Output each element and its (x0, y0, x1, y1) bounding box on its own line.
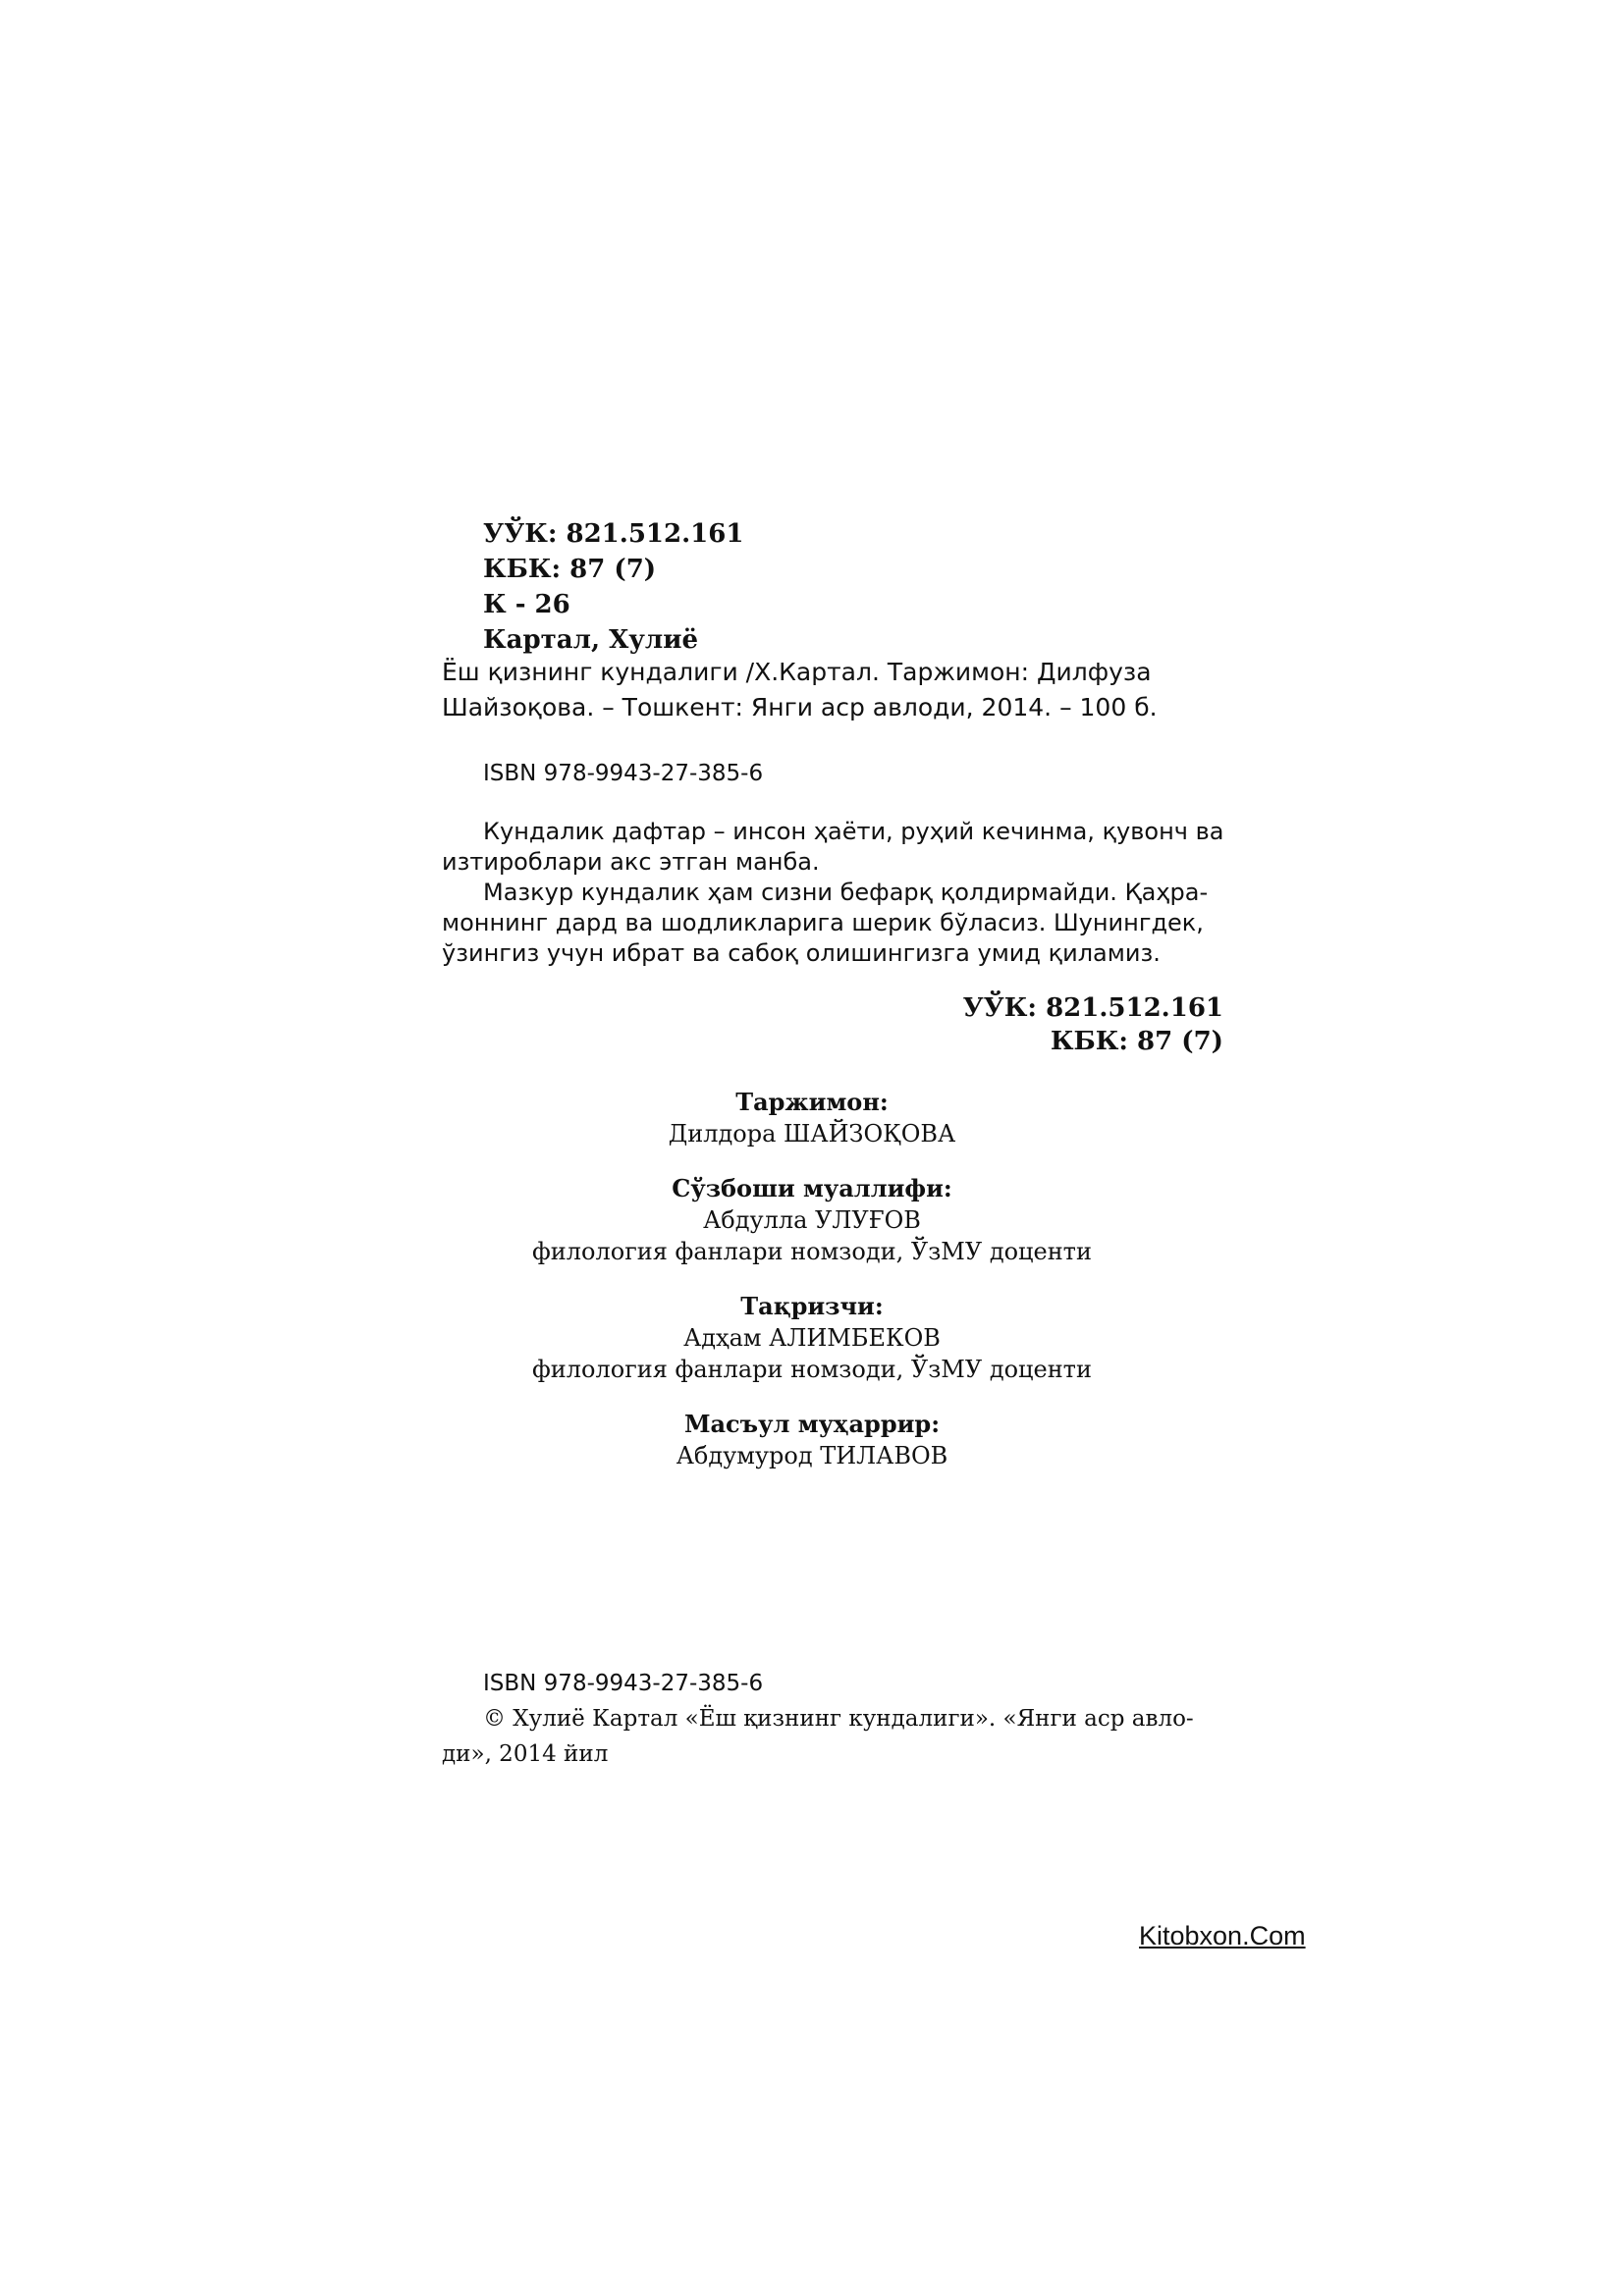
credit-translator (442, 1087, 1182, 1149)
author-code: К - 26 (483, 590, 570, 619)
annotation (442, 817, 1224, 969)
credit-line: Абдумурод ТИЛАВОВ (676, 1442, 948, 1469)
credit-title: Масъул муҳаррир: (683, 1410, 941, 1438)
annotation-line-2: изтироблари акс этган манба. (442, 848, 820, 876)
credit-title: Таржимон: (735, 1088, 889, 1116)
credit-responsible-editor (442, 1409, 1182, 1471)
classification-right (483, 991, 1223, 1058)
copyright-line-1: © Хулиё Картал «Ёш қизнинг кундалиги». «Янги аср авло- (483, 1706, 1194, 1732)
kbk-code: КБК: 87 (7) (483, 555, 657, 584)
bibliographic-line-1: Ёш қизнинг кундалиги /Х.Картал. Таржимон: Дилфуза (442, 658, 1152, 686)
isbn-footer: ISBN 978-9943-27-385-6 (483, 1671, 764, 1696)
credit-line: филология фанлари номзоди, ЎзМУ доценти (532, 1356, 1092, 1383)
copyright-line-2: ди», 2014 йил (442, 1741, 609, 1767)
kitobxon-watermark-link[interactable]: Kitobxon.Com (1139, 1921, 1306, 1950)
credits-section (442, 1087, 1182, 1471)
footer-imprint (442, 1666, 1223, 1772)
bibliographic-line-2: Шайзоқова. – Тошкент: Янги аср авлоди, 2014. – 100 б. (442, 693, 1158, 721)
annotation-line-5: ўзингиз учун ибрат ва сабоқ олишингизга умид қиламиз. (442, 939, 1161, 967)
annotation-line-4: моннинг дард ва шодликларига шерик бўласиз. Шунингдек, (442, 909, 1204, 936)
isbn-top-text: ISBN 978-9943-27-385-6 (483, 761, 764, 786)
udk-code: УЎК: 821.512.161 (483, 519, 744, 549)
credit-line: Абдулла УЛУҒОВ (703, 1206, 921, 1234)
author-name: Картал, Хулиё (483, 625, 699, 655)
credit-foreword-author (442, 1173, 1182, 1267)
bibliographic-description (442, 655, 1223, 725)
credit-line: филология фанлари номзоди, ЎзМУ доценти (532, 1238, 1092, 1265)
credit-line: Дилдора ШАЙЗОҚОВА (668, 1120, 956, 1148)
annotation-line-1: Кундалик дафтар – инсон ҳаёти, руҳий кечинма, қувонч ва (483, 818, 1224, 845)
kbk-code-right: КБК: 87 (7) (1050, 1027, 1223, 1056)
credit-title: Сўзбоши муаллифи: (672, 1174, 952, 1202)
credit-title: Тақризчи: (740, 1292, 884, 1320)
classification-header (483, 516, 1223, 658)
credit-line: Адҳам АЛИМБЕКОВ (683, 1324, 941, 1352)
isbn-top (483, 756, 1223, 791)
credit-reviewer (442, 1291, 1182, 1385)
annotation-line-3: Мазкур кундалик ҳам сизни бефарқ қолдирмайди. Қаҳра- (483, 879, 1209, 906)
udk-code-right: УЎК: 821.512.161 (962, 993, 1223, 1023)
